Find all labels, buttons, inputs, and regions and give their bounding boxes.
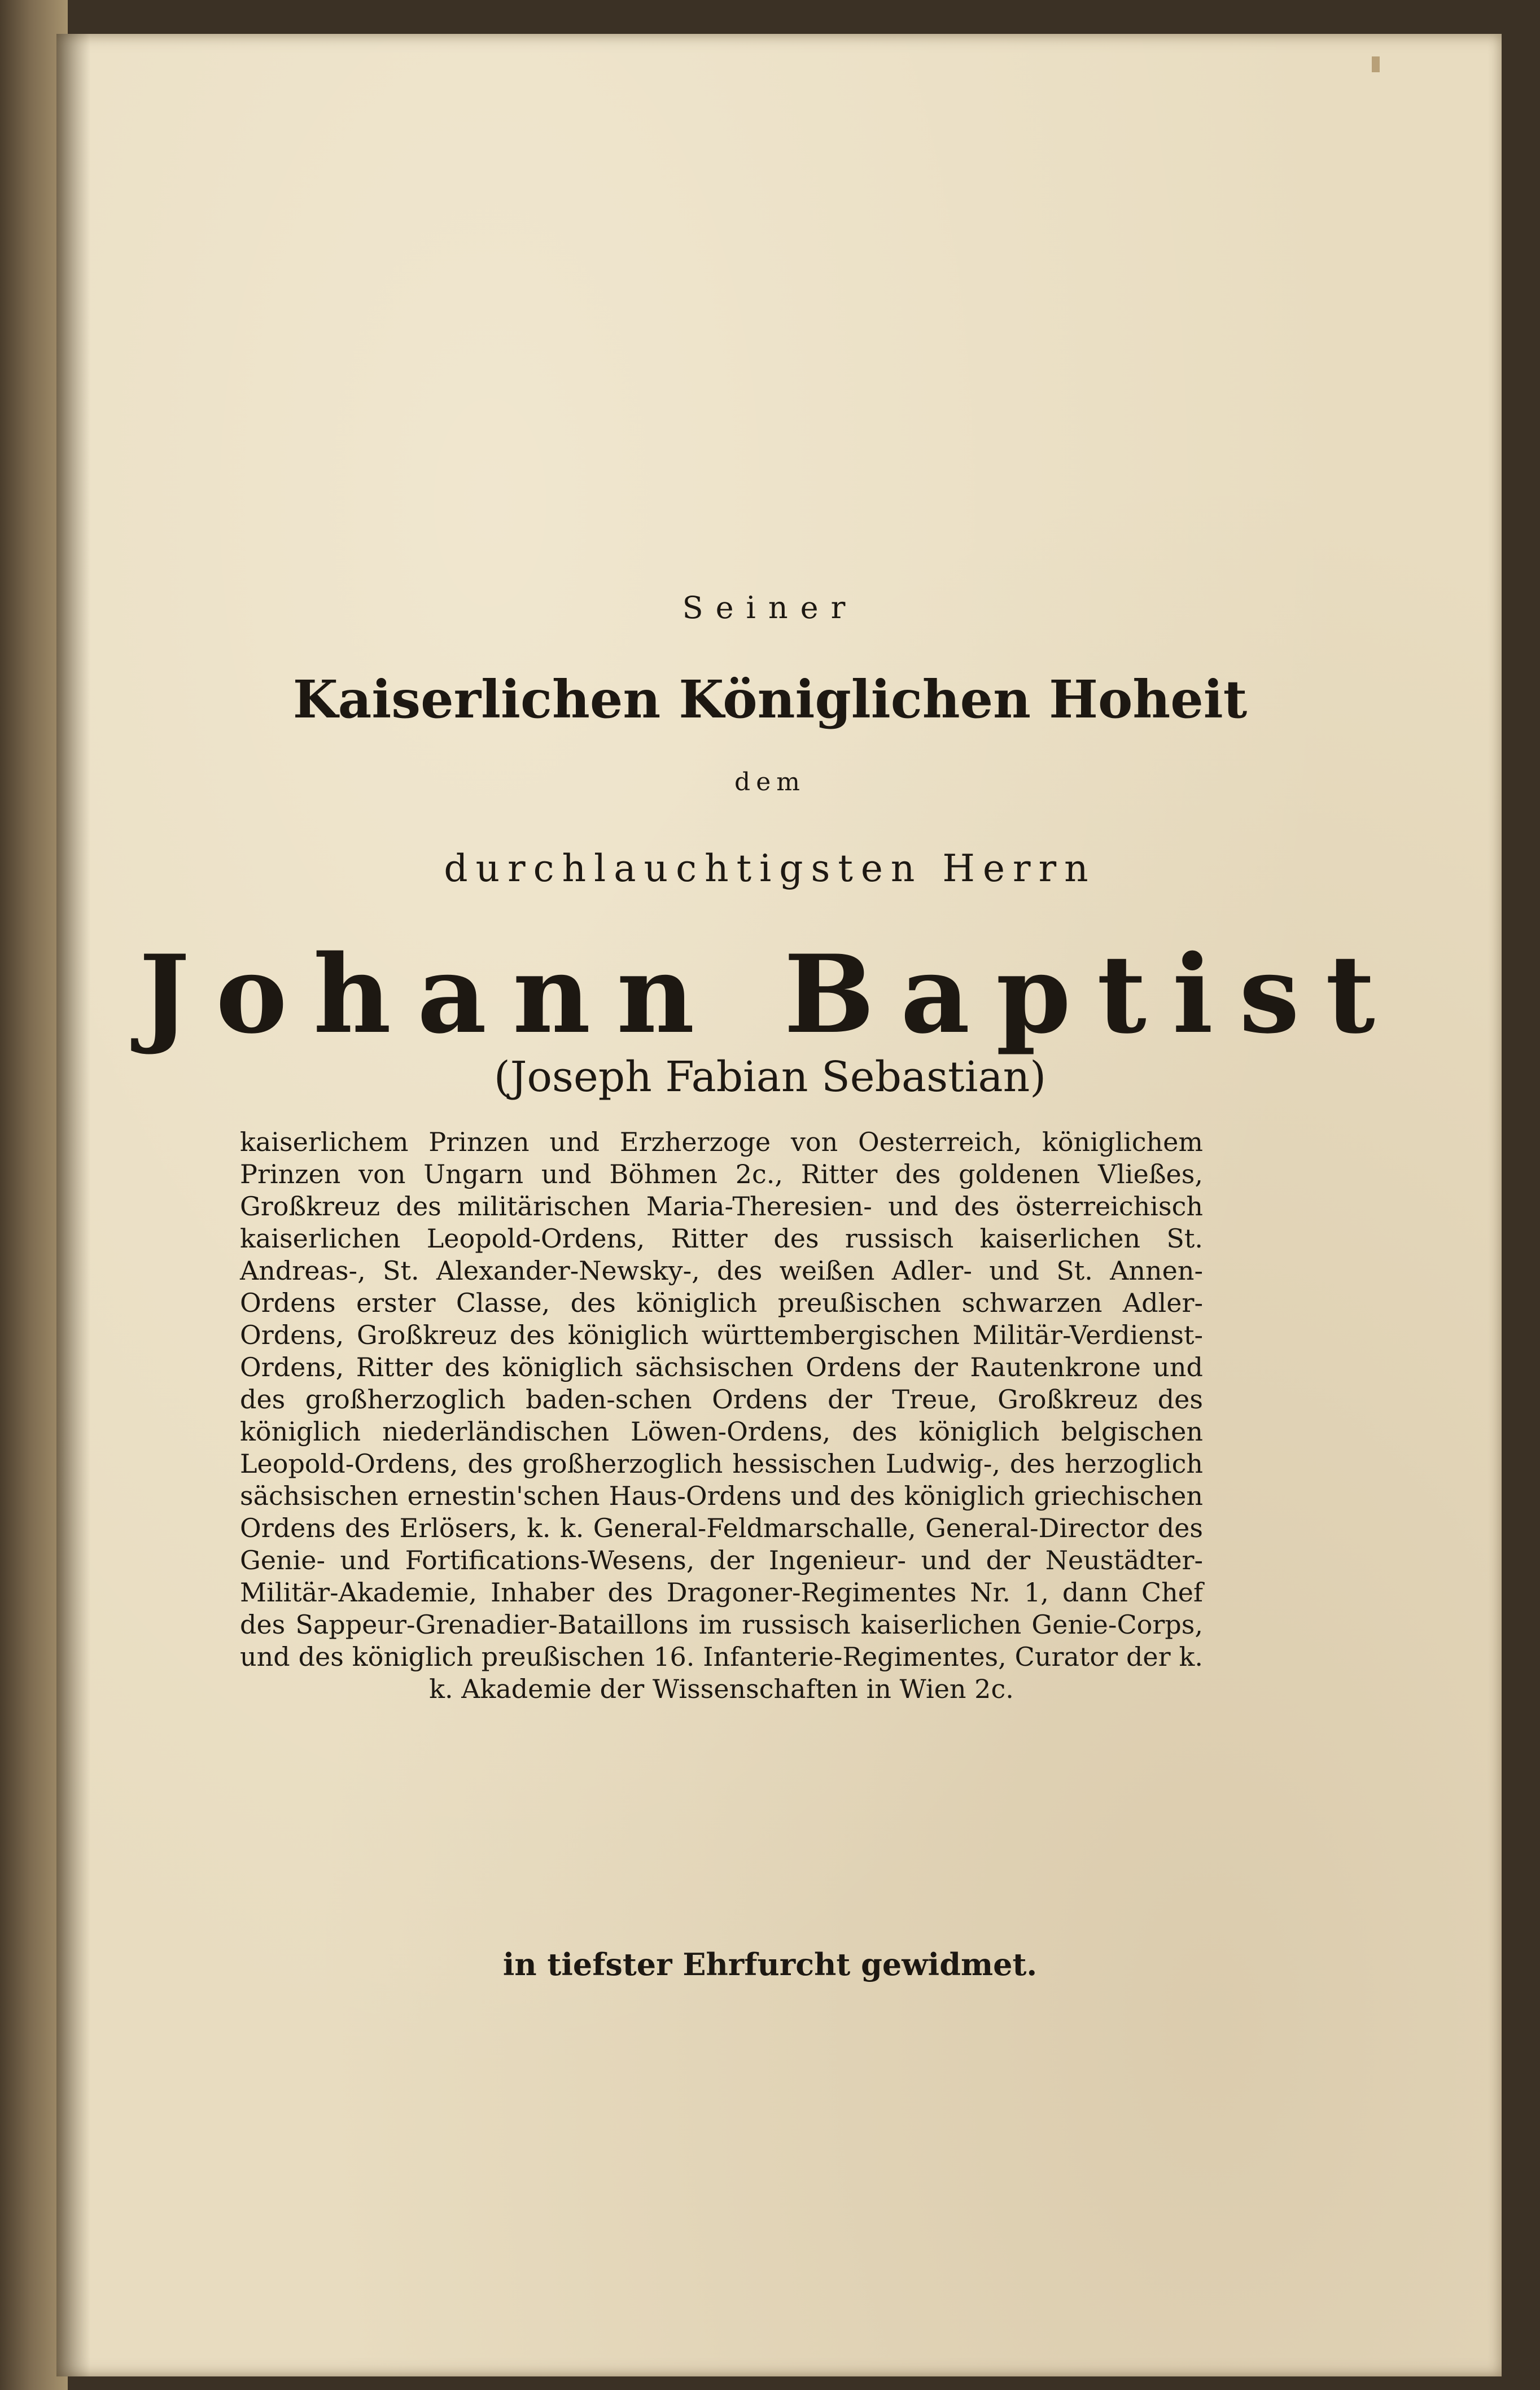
dedication-seiner: Seiner [682,590,858,625]
dedication-name: Johann Baptist [139,931,1401,1057]
dedication-dem: dem [734,768,806,796]
dedication-durchlauchtigsten: durchlauchtigsten Herrn [444,847,1096,890]
page-corner-mark [1372,56,1380,72]
dedication-titles-paragraph: kaiserlichem Prinzen und Erzherzoge von Oesterreich, königlichem Prinzen von Ungarn und Böhmen 2c., Ritter des goldenen Vließes, Großkreuz des militärischen Maria-Theresien- und des österreichisch kaiserlichen Leopold-Ordens, Ritter des russisch kaiserlichen St. Andreas-, St. Alexander-Newsky-, des weißen Adler- und St. Annen-Ordens erster Classe, des königlich preußischen schwarzen Adler-Ordens, Großkreuz des königlich württembergischen Militär-Verdienst-Ordens, Ritter des königlich sächsischen Ordens der Rautenkrone und des großherzoglich baden-schen Ordens der Treue, Großkreuz des königlich niederländischen Löwen-Ordens, des königlich belgischen Leopold-Ordens, des großherzoglich hessischen Ludwig-, des herzoglich sächsischen ernestin'schen Haus-Ordens und des königlich griechischen Ordens des Erlösers, k. k. General-Feldmarschalle, General-Director des Genie- und Fortifications-Wesens, der Ingenieur- und der Neustädter-Militär-Akademie, Inhaber des Dragoner-Regimentes Nr. 1, dann Chef des Sappeur-Grenadier-Bataillons im russisch kaiserlichen Genie-Corps, und des königlich preußischen 16. Infanterie-Regimentes, Curator der k. k. Akademie der Wissenschaften in Wien 2c. [240,1127,1203,1704]
dedication-hoheit: Kaiserlichen Königlichen Hoheit [292,669,1248,730]
dedication-vornamen: (Joseph Fabian Sebastian) [493,1053,1047,1101]
dedication-widmung: in tiefster Ehrfurcht gewidmet. [502,1946,1038,1982]
spine-shadow [56,34,90,2376]
